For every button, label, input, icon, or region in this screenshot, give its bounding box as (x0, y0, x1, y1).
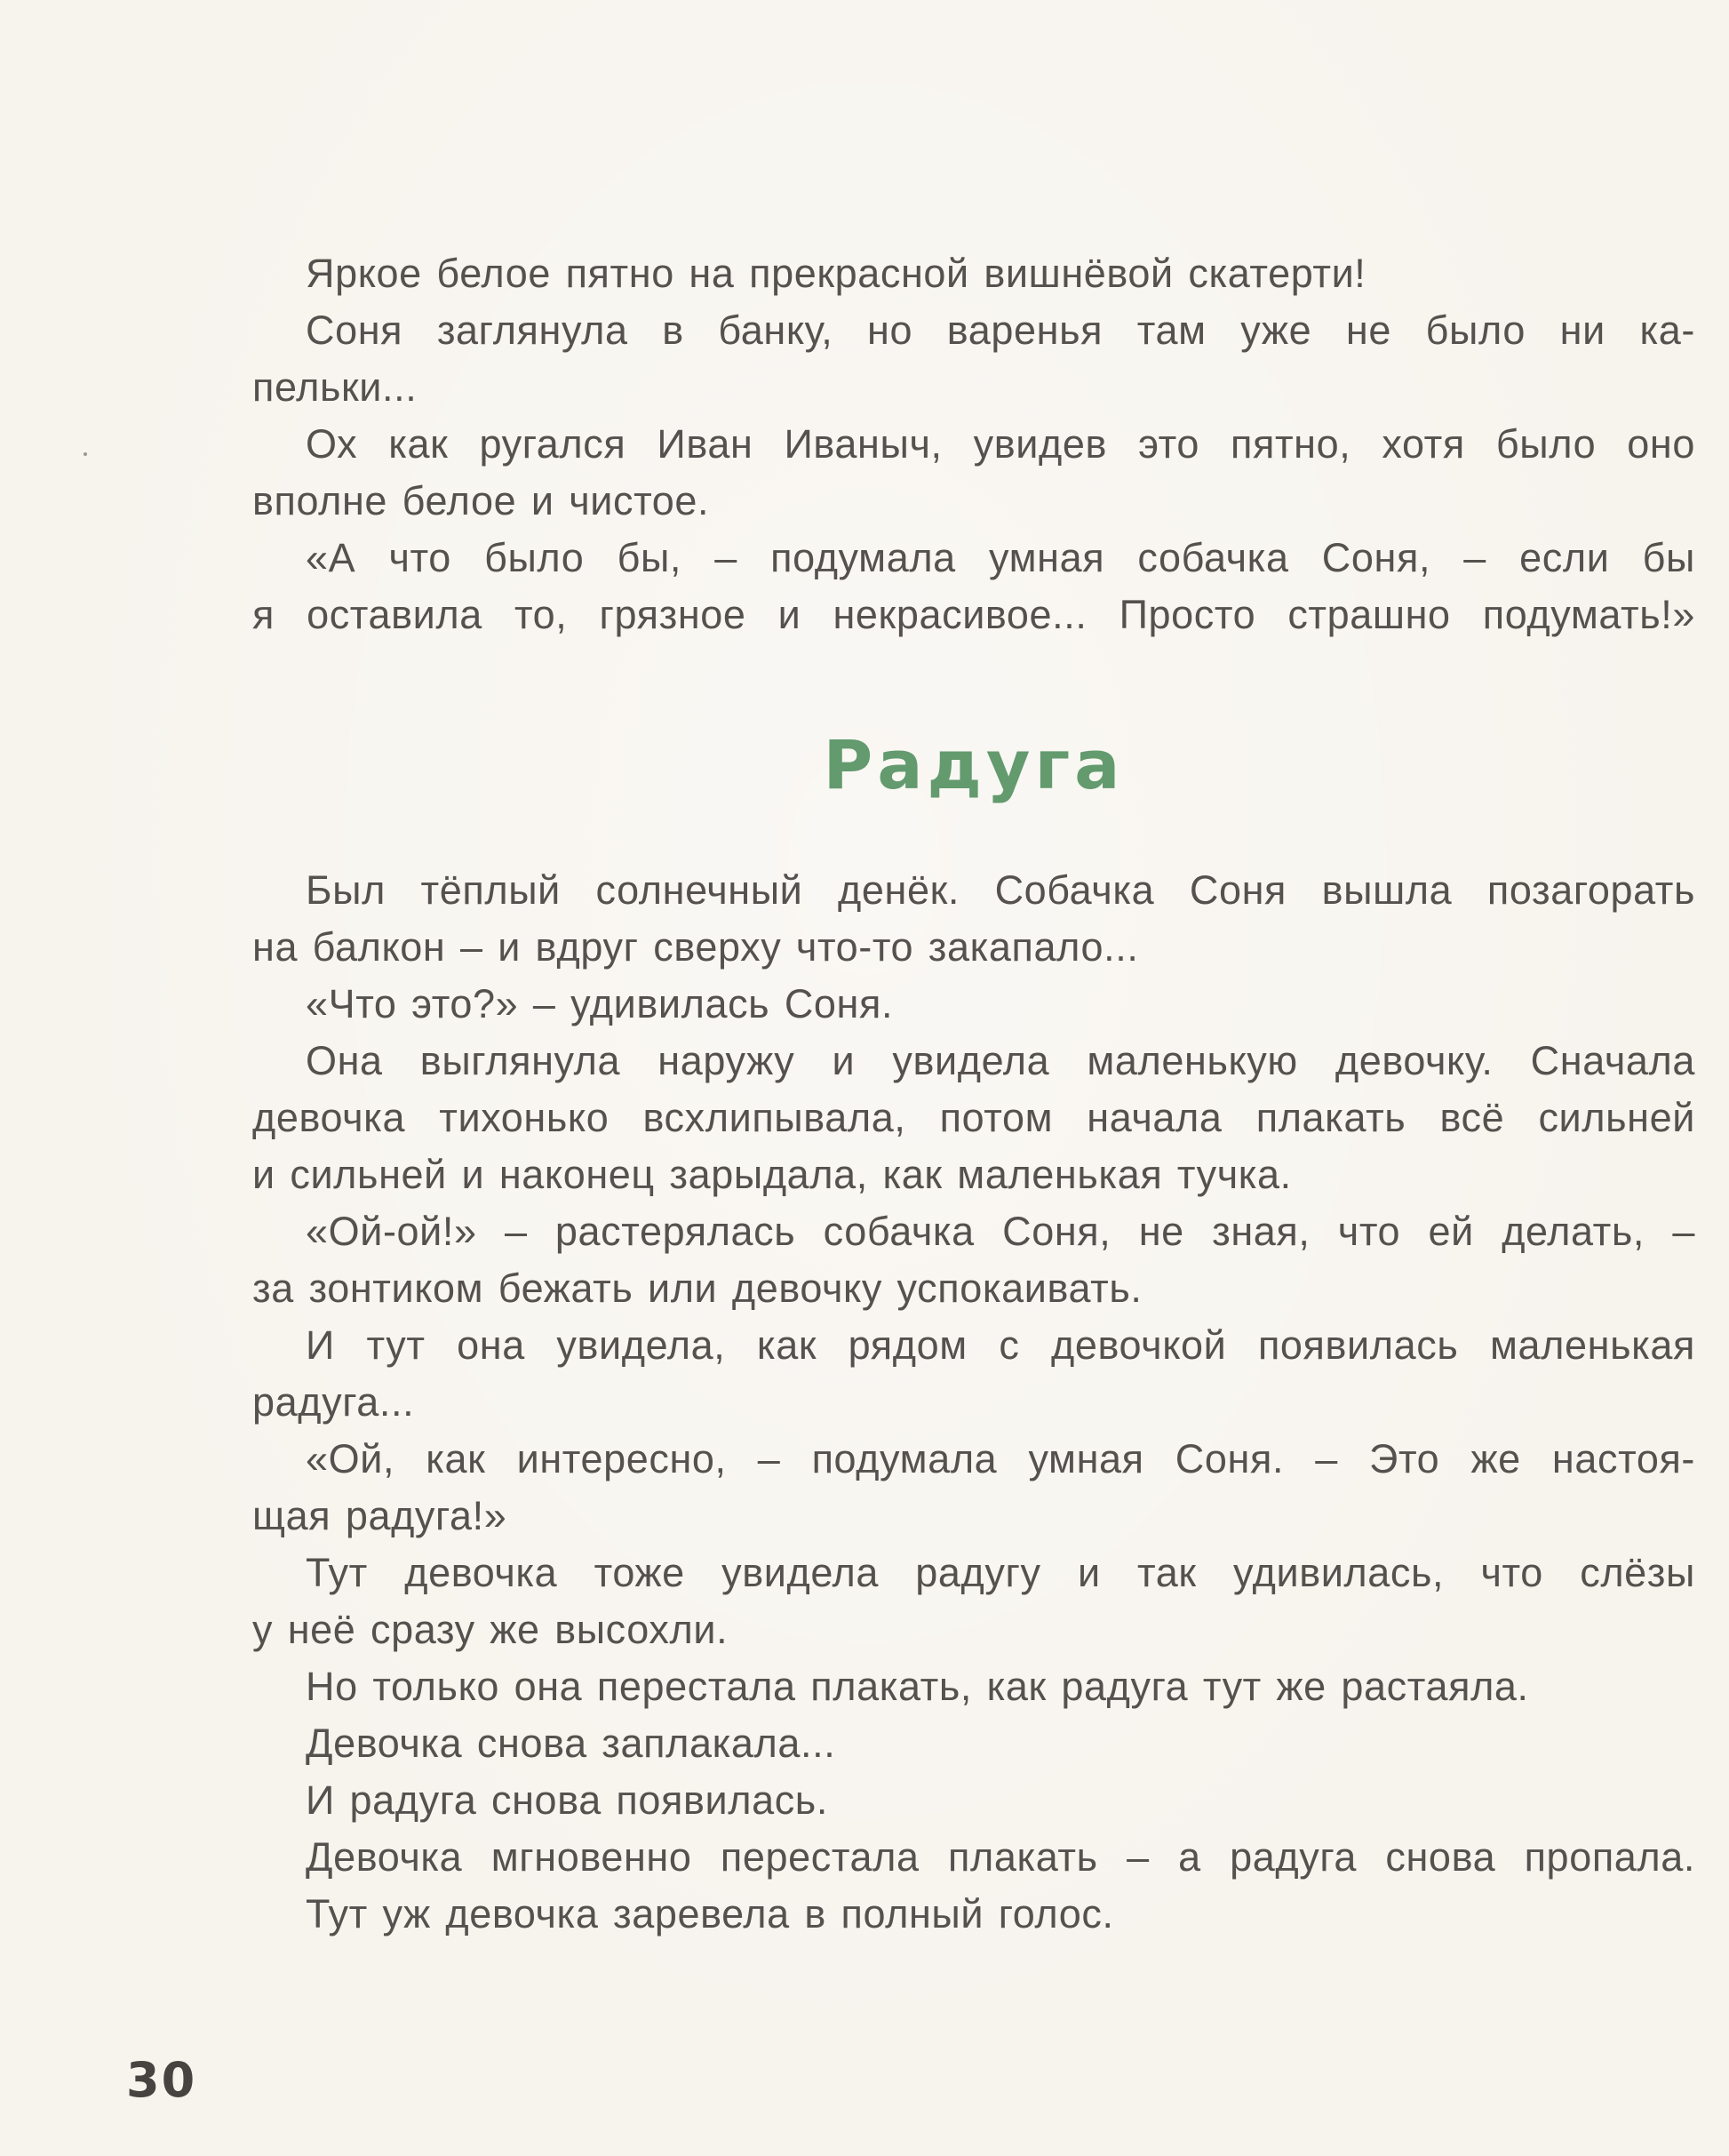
text-line: «А что было бы, – подумала умная собачка Соня, – если бы (306, 535, 1695, 580)
text-line: Соня заглянула в банку, но варенья там уже не было ни ка- (306, 307, 1695, 353)
text-line: радуга... (252, 1379, 415, 1425)
text-line: я оставила то, грязное и некрасивое... Просто страшно подумать!» (252, 592, 1695, 637)
text-line: на балкон – и вдруг сверху что-то закапало... (252, 924, 1139, 970)
paper-speck (84, 452, 87, 456)
text-line: и сильней и наконец зарыдала, как маленькая тучка. (252, 1152, 1292, 1197)
story-title: Радуга (823, 725, 1125, 804)
story-section (252, 862, 1695, 1943)
text-line: Но только она перестала плакать, как радуга тут же растаяла. (306, 1664, 1529, 1709)
text-line: Девочка мгновенно перестала плакать – а радуга снова пропала. (306, 1834, 1695, 1880)
text-column (252, 245, 1695, 1943)
text-line: И тут она увидела, как рядом с девочкой появилась маленькая (306, 1322, 1695, 1368)
text-line: Ох как ругался Иван Иваныч, увидев это пятно, хотя было оно (306, 421, 1695, 467)
text-line: пельки... (252, 364, 418, 410)
page-number: 30 (126, 2052, 197, 2108)
text-line: щая радуга!» (252, 1493, 507, 1538)
text-line: Она выглянула наружу и увидела маленькую девочку. Сначала (306, 1038, 1695, 1083)
text-line: Девочка снова заплакала... (306, 1721, 836, 1766)
text-line: Яркое белое пятно на прекрасной вишнёвой скатерти! (306, 251, 1366, 296)
text-line: «Ой-ой!» – растерялась собачка Соня, не зная, что ей делать, – (306, 1209, 1695, 1254)
text-line: вполне белое и чистое. (252, 478, 710, 523)
text-line: «Что это?» – удивилась Соня. (306, 981, 894, 1026)
text-line: за зонтиком бежать или девочку успокаивать. (252, 1266, 1143, 1311)
text-line: Тут уж девочка заревела в полный голос. (306, 1891, 1114, 1936)
text-line: девочка тихонько всхлипывала, потом начала плакать всё сильней (252, 1095, 1695, 1140)
text-line: Тут девочка тоже увидела радугу и так удивилась, что слёзы (306, 1550, 1695, 1595)
text-line: «Ой, как интересно, – подумала умная Соня. – Это же настоя- (306, 1436, 1695, 1481)
text-line: у неё сразу же высохли. (252, 1607, 729, 1652)
ending-section (252, 245, 1695, 643)
text-line: Был тёплый солнечный денёк. Собачка Соня вышла позагорать (306, 867, 1695, 913)
text-line: И радуга снова появилась. (306, 1777, 828, 1823)
